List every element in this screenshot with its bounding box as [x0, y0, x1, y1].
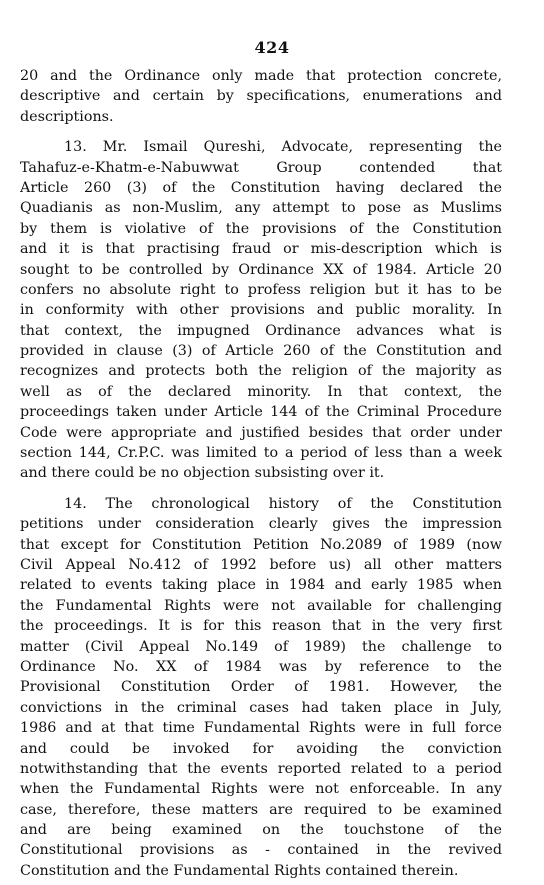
text-line: convictions in the criminal cases had taken place in July,	[20, 699, 502, 716]
text-line: Constitutional provisions as - contained in the revived	[20, 842, 502, 859]
text-line: in conformity with other provisions and public morality. In	[20, 302, 502, 319]
text-line: recognizes and protects both the religion of the majority as	[20, 363, 502, 380]
paragraph-spacer	[20, 484, 502, 494]
text-line: Civil Appeal No.412 of 1992 before us) all other matters	[20, 556, 502, 573]
text-line: when the Fundamental Rights were not enforceable. In any	[20, 781, 502, 798]
text-line: Constitution and the Fundamental Rights contained therein.	[20, 862, 459, 879]
text-line: the proceedings. It is for this reason that in the very first	[20, 618, 502, 635]
text-line: that context, the impugned Ordinance advances what is	[20, 322, 502, 339]
text-line: proceedings taken under Article 144 of the Criminal Procedure	[20, 404, 502, 421]
text-line: matter (Civil Appeal No.149 of 1989) the challenge to	[20, 638, 502, 655]
text-line: petitions under consideration clearly gives the impression	[20, 516, 502, 533]
text-line: and there could be no objection subsisting over it.	[20, 465, 385, 482]
text-line: the Fundamental Rights were not available for challenging	[20, 597, 502, 614]
text-line: section 144, Cr.P.C. was limited to a period of less than a week	[20, 445, 502, 462]
text-line: and it is that practising fraud or mis-description which is	[20, 241, 502, 258]
paragraph	[20, 66, 502, 127]
text-line: sought to be controlled by Ordinance XX of 1984. Article 20	[20, 261, 502, 278]
text-line: case, therefore, these matters are required to be examined	[20, 801, 502, 818]
text-line: related to events taking place in 1984 and early 1985 when	[20, 577, 502, 594]
text-line: 1986 and at that time Fundamental Rights were in full force	[20, 720, 502, 737]
text-line: Ordinance No. XX of 1984 was by reference to the	[20, 658, 502, 675]
text-line: 14. The chronological history of the Constitution	[64, 495, 502, 512]
text-line: descriptive and certain by specifications, enumerations and	[20, 88, 502, 105]
text-line: confers no absolute right to profess religion but it has to be	[20, 281, 502, 298]
text-line: Article 260 (3) of the Constitution having declared the	[20, 179, 502, 196]
text-line: and are being examined on the touchstone of the	[20, 822, 502, 839]
text-line: and could be invoked for avoiding the conviction	[20, 740, 502, 757]
text-line: Code were appropriate and justified besides that order under	[20, 424, 502, 441]
text-line: descriptions.	[20, 108, 114, 125]
text-line: by them is violative of the provisions of the Constitution	[20, 220, 502, 237]
text-line: Provisional Constitution Order of 1981. However, the	[20, 679, 502, 696]
text-line: well as of the declared minority. In that context, the	[20, 383, 502, 400]
text-line: 13. Mr. Ismail Qureshi, Advocate, representing the	[64, 139, 502, 156]
text-line: 20 and the Ordinance only made that protection concrete,	[20, 68, 502, 84]
text-line: Quadianis as non-Muslim, any attempt to pose as Muslims	[20, 200, 502, 217]
paragraph	[20, 137, 502, 484]
paragraph-spacer	[20, 127, 502, 137]
paragraph	[20, 494, 502, 881]
page-number: 424	[254, 38, 290, 57]
text-line: notwithstanding that the events reported related to a period	[20, 760, 502, 777]
text-line: that except for Constitution Petition No.2089 of 1989 (now	[20, 536, 502, 553]
body-text	[20, 66, 502, 881]
text-line: Tahafuz-e-Khatm-e-Nabuwwat Group contended that	[20, 159, 502, 176]
text-line: provided in clause (3) of Article 260 of the Constitution and	[20, 343, 502, 360]
